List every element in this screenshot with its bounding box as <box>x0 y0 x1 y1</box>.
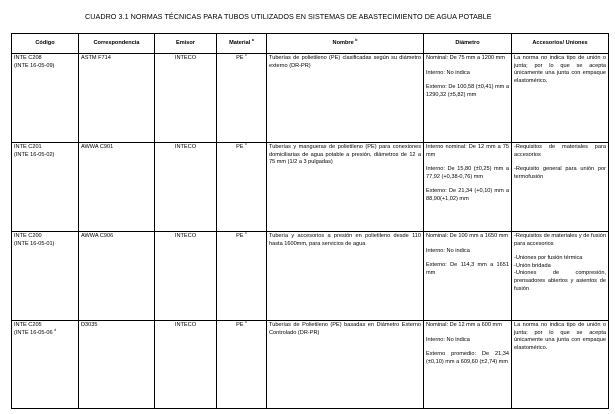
diametro-line: Interno: No indica <box>426 336 470 343</box>
diametro-line: Externo: De 21,34 (+0,10) mm a 88,90(+1,02) mm <box>426 188 509 202</box>
material-value: PE <box>236 233 244 239</box>
accesorios-line: -Uniones por fusión térmica <box>514 255 583 262</box>
header-emisor: Emisor <box>155 34 217 54</box>
header-nombre-note: b <box>355 37 358 42</box>
cell-diametro <box>424 54 512 143</box>
diametro-line: Interno: No indica <box>426 69 470 76</box>
accesorios-line: -Requisitos de materiales y de fusión para accesorios <box>514 233 606 247</box>
cell-nombre: Tuberías de polietileno (PE) clasificadas según su diámetro externo (DR-PR) <box>267 54 424 143</box>
codigo-line: INTE C200 <box>14 233 42 239</box>
cell-emisor: INTECO <box>155 321 217 409</box>
cell-codigo <box>12 54 79 143</box>
cell-accesorios <box>512 232 609 321</box>
cell-material <box>217 232 267 321</box>
accesorios-line: -Requisito general para unión por termofusión <box>514 166 606 180</box>
cell-diametro <box>424 232 512 321</box>
codigo-alt: (INTE 16-05-06 <box>14 329 53 336</box>
cell-emisor: INTECO <box>155 232 217 321</box>
table-row <box>12 143 609 232</box>
diametro-line: Interno: De 15,80 (±0,25) mm a 77,92 (+0,38-0,76) mm <box>426 166 509 180</box>
cell-correspondencia: ASTM F714 <box>79 54 155 143</box>
diametro-line: Externo: De 100,58 (±0,41) mm a 1290,32 (±5,82) mm <box>426 84 509 98</box>
cell-correspondencia: AWWA C901 <box>79 143 155 232</box>
table-row <box>12 232 609 321</box>
codigo-line: INTE C201 <box>14 144 42 150</box>
norms-table <box>11 33 609 409</box>
cell-codigo <box>12 143 79 232</box>
header-material-label: Material <box>229 39 251 46</box>
table-row <box>12 321 609 409</box>
header-material-note: a <box>251 37 254 42</box>
accesorios-line: -Unión bridada <box>514 262 551 269</box>
material-note: c <box>245 320 247 325</box>
accesorios-line: -Uniones de compresión, prensadores abiertos y asientos de fusión <box>514 270 606 292</box>
codigo-alt: (INTE 16-05-01) <box>14 240 55 247</box>
codigo-line <box>14 327 76 338</box>
diametro-line: Nominal: De 100 mm a 1650 mm <box>426 233 509 239</box>
codigo-alt: (INTE 16-05-02) <box>14 151 55 158</box>
cell-material <box>217 54 267 143</box>
codigo-line <box>14 241 76 249</box>
material-note: c <box>245 231 247 236</box>
accesorios-line: -Requisitos de materiales para accesorios <box>514 144 606 158</box>
diametro-line: Nominal: De 75 mm a 1200 mm <box>426 55 505 61</box>
diametro-line: Externo promedio: De 21,34 (±0,10) mm a 609,60 (±2,74) mm <box>426 351 509 365</box>
header-row <box>12 34 609 54</box>
header-accesorios: Accesorios/ Uniones <box>512 34 609 54</box>
cell-diametro <box>424 143 512 232</box>
codigo-note: d <box>54 327 57 332</box>
header-nombre-label: Nombre <box>332 39 354 46</box>
header-diametro: Diámetro <box>424 34 512 54</box>
cell-diametro <box>424 321 512 409</box>
diametro-line: Interno nominal: De 12 mm a 75 mm <box>426 144 509 158</box>
cell-material <box>217 321 267 409</box>
material-note: c <box>245 53 247 58</box>
diametro-line: Interno: No indica <box>426 247 470 254</box>
accesorios-line: La norma no indica tipo de unión o junta; por lo que se acepta únicamente una junta con empaque elastomérico. <box>514 322 606 351</box>
header-material <box>217 34 267 54</box>
codigo-line <box>14 152 76 160</box>
diametro-line: Externo: De 114,3 mm a 1651 mm <box>426 262 509 276</box>
header-correspondencia: Correspondencia <box>79 34 155 54</box>
cell-emisor: INTECO <box>155 143 217 232</box>
cell-correspondencia: D3035 <box>79 321 155 409</box>
material-value: PE <box>236 144 244 150</box>
material-value: PE <box>236 322 244 328</box>
codigo-line <box>14 63 76 71</box>
cell-accesorios <box>512 321 609 409</box>
codigo-line: INTE C205 <box>14 322 42 328</box>
material-note: c <box>245 142 247 147</box>
diametro-line: Nominal: De 12 mm a 600 mm <box>426 322 502 328</box>
cell-codigo <box>12 321 79 409</box>
cell-correspondencia: AWWA C906 <box>79 232 155 321</box>
cell-nombre: Tuberías y mangueras de polietileno (PE) para conexiones domiciliarias de agua potable a presión, diámetros de 12 a 75 mm (1/2 a 3 pulgadas) <box>267 143 424 232</box>
codigo-line: INTE C208 <box>14 55 42 61</box>
table-row <box>12 54 609 143</box>
header-nombre <box>267 34 424 54</box>
cell-codigo <box>12 232 79 321</box>
cell-nombre: Tuberías de Polietileno (PE) basadas en Diámetro Externo Controlado (DR-PR) <box>267 321 424 409</box>
cell-emisor: INTECO <box>155 54 217 143</box>
accesorios-line: La norma no indica tipo de unión o junta; por lo que se acepta únicamente una junta con empaque elastomérico. <box>514 55 606 84</box>
cell-material <box>217 143 267 232</box>
cell-nombre: Tubería y accesorios a presión en polietileno desde 110 hasta 1600mm, para servicios de agua <box>267 232 424 321</box>
codigo-alt: (INTE 16-05-09) <box>14 62 55 69</box>
table-caption: CUADRO 3.1 NORMAS TÉCNICAS PARA TUBOS UTILIZADOS EN SISTEMAS DE ABASTECIMIENTO DE AGUA POTABLE <box>85 12 492 21</box>
cell-accesorios <box>512 54 609 143</box>
material-value: PE <box>236 55 244 61</box>
header-codigo: Código <box>12 34 79 54</box>
cell-accesorios <box>512 143 609 232</box>
